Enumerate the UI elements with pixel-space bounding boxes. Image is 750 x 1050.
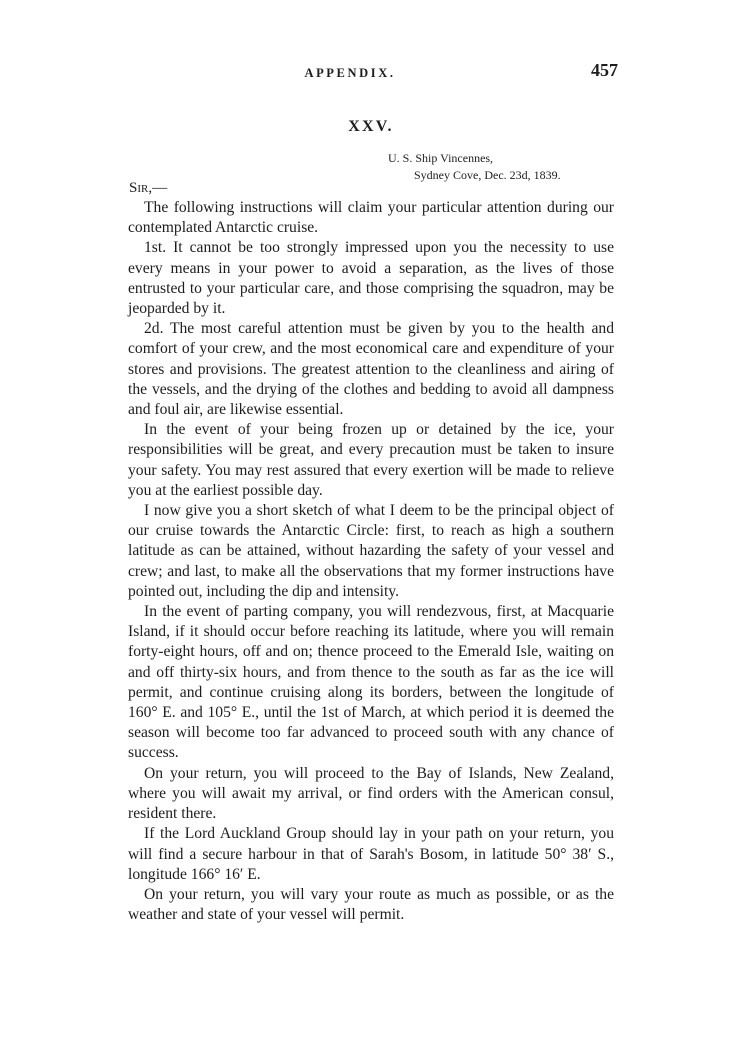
paragraph-first-instruction: 1st. It cannot be too strongly impressed upon you the necessity to use every means in your power to avoid a separation, as the lives of those entrusted to your particular care, and those comprising the squadron, may be jeoparded by it. — [128, 239, 614, 318]
paragraph-cruise-object: I now give you a short sketch of what I deem to be the principal object of our cruise towards the Antarctic Circle: first, to reach as high a southern latitude as can be attained, without hazarding the safety of your vessel and crew; and last, to make all the observations that my former instructions have pointed out, including the dip and intensity. — [128, 502, 614, 600]
paragraph-vary-route: On your return, you will vary your route as much as possible, or as the weather and state of your vessel will permit. — [128, 885, 614, 924]
paragraph-return: On your return, you will proceed to the Bay of Islands, New Zealand, where you will await my arrival, or find orders with the American consul, resident there. — [128, 764, 614, 823]
paragraph-intro: The following instructions will claim your particular attention during our contemplated Antarctic cruise. — [128, 199, 614, 237]
dateline-place-date: Sydney Cove, Dec. 23d, 1839. — [414, 168, 561, 182]
dateline-ship: U. S. Ship Vincennes, — [388, 151, 494, 165]
paragraph-rendezvous: In the event of parting company, you will rendezvous, first, at Macquarie Island, if it should occur before reaching its latitude, where you will remain forty-eight hours, off and on; thence proceed to the Emerald Isle, waiting on and off thirty-six hours, and from thence to the south as far as the ice will permit, and continue cruising along its borders, between the longitude of 160° E. and 105° E., until the 1st of March, at which period it is deemed the season will become too far advanced to proceed south with any chance of success. — [128, 603, 614, 762]
letter-body — [128, 198, 614, 925]
dateline — [388, 150, 561, 184]
paragraph-second-instruction: 2d. The most careful attention must be given by you to the health and comfort of your crew, and the most economical care and expenditure of your stores and provisions. The greatest attention to the cleanliness and airing of the vessels, and the drying of the clothes and bedding to avoid all dampness and foul air, are likewise essential. — [128, 320, 614, 419]
section-number: XXV. — [348, 118, 394, 135]
salutation: Sir,— — [129, 180, 168, 196]
paragraph-auckland-group: If the Lord Auckland Group should lay in your path on your return, you will find a secure harbour in that of Sarah's Bosom, in latitude 50° 38′ S., longitude 166° 16′ E. — [128, 825, 614, 883]
running-head: APPENDIX. — [304, 66, 396, 80]
page-number: 457 — [591, 60, 618, 80]
paragraph-frozen-in: In the event of your being frozen up or detained by the ice, your responsibilities will be great, and every precaution must be taken to insure your safety. You may rest assured that every exertion will be made to relieve you at the earliest possible day. — [128, 421, 614, 499]
